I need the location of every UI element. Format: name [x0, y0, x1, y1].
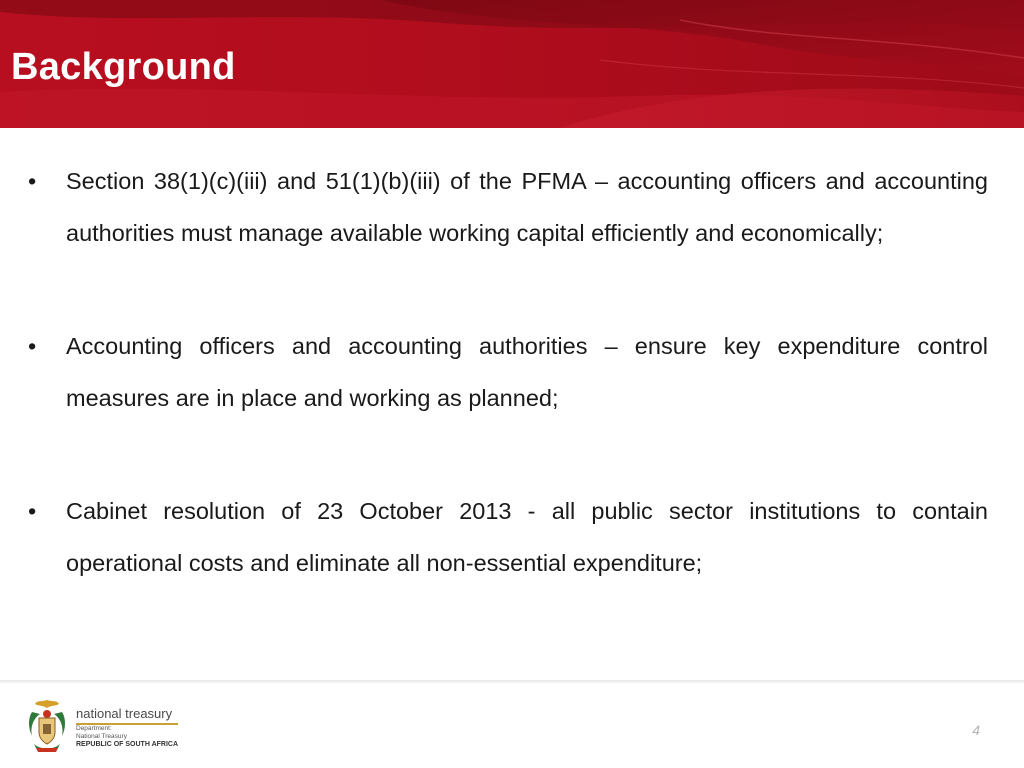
title-banner	[0, 0, 1024, 128]
page-number: 4	[972, 722, 980, 738]
bullet-icon: •	[28, 498, 37, 524]
bullet-item-1	[28, 156, 988, 259]
bullet-item-3	[28, 486, 988, 589]
bullet-item-2	[28, 321, 988, 424]
country-name: REPUBLIC OF SOUTH AFRICA	[76, 741, 179, 748]
bullet-text-3: Cabinet resolution of 23 October 2013 - all public sector institutions to contain operational costs and eliminate all non-essential expenditure;	[66, 498, 988, 576]
logo-wordmark	[76, 706, 178, 749]
department-name: National Treasury	[76, 733, 127, 740]
bullet-list	[28, 156, 988, 651]
bullet-icon: •	[28, 168, 37, 194]
bullet-text-1: Section 38(1)(c)(iii) and 51(1)(b)(iii) of the PFMA – accounting officers and accounting authorities must manage available working capital efficiently and economically;	[66, 168, 988, 246]
bullet-icon: •	[28, 333, 37, 359]
national-treasury-logo	[26, 698, 179, 754]
footer	[0, 680, 1024, 768]
footer-divider	[0, 680, 1024, 683]
slide-title: Background	[11, 46, 236, 88]
bullet-text-2: Accounting officers and accounting authorities – ensure key expenditure control measures are in place and working as planned;	[66, 333, 988, 411]
coat-of-arms-icon	[26, 698, 68, 754]
department-label: Department:	[76, 725, 112, 732]
brand-name: national treasury	[76, 706, 178, 725]
